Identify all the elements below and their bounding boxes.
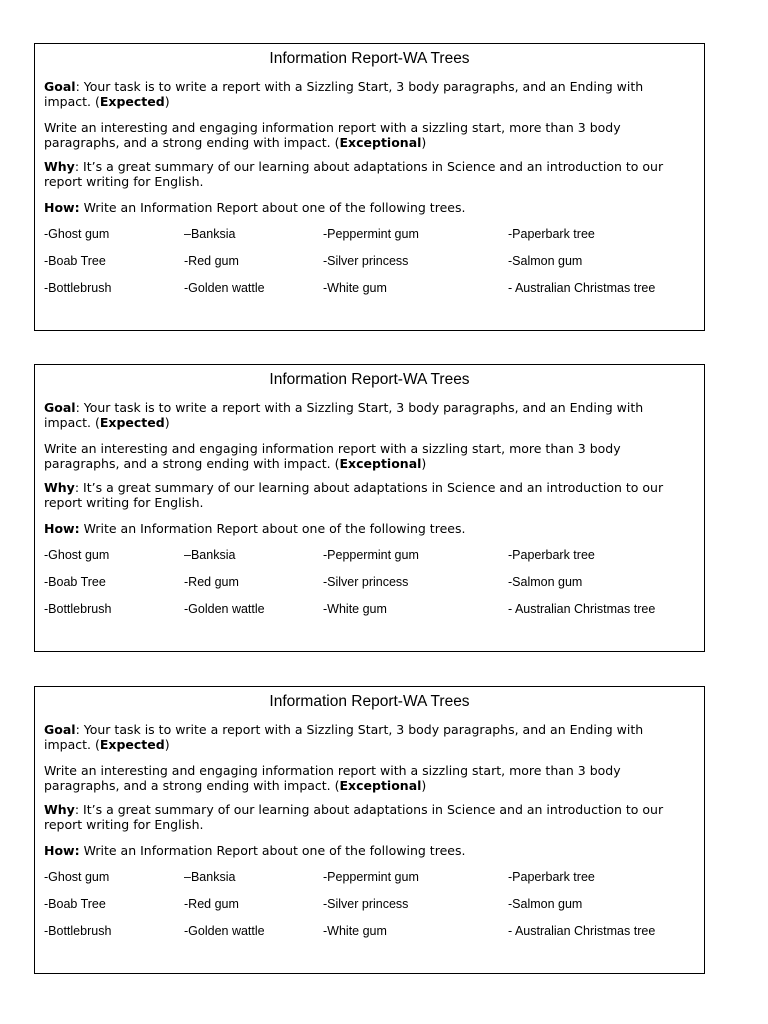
exceptional-paragraph: [44, 441, 692, 471]
tree-list: [44, 226, 694, 307]
tree-item: -Red gum: [184, 254, 239, 268]
goal-level: Expected: [99, 94, 165, 109]
tree-item: - Australian Christmas tree: [508, 924, 656, 938]
exceptional-paragraph: [44, 763, 692, 793]
why-paragraph: [44, 159, 692, 189]
why-label: Why: [44, 480, 75, 495]
tree-item: -Paperbark tree: [508, 870, 595, 884]
write-text: Write an interesting and engaging information report with a sizzling start, more than 3 body paragraphs, and a strong ending with impact. (: [44, 120, 621, 150]
tree-row: [44, 226, 694, 253]
tree-list: [44, 547, 694, 628]
assignment-card-2: [34, 364, 705, 652]
exceptional-paragraph: [44, 120, 692, 150]
how-paragraph: [44, 843, 692, 858]
tree-list: [44, 869, 694, 950]
tree-item: -Paperbark tree: [508, 548, 595, 562]
goal-text: : Your task is to write a report with a Sizzling Start, 3 body paragraphs, and an Ending with impact. (: [44, 79, 644, 109]
write-level: Exceptional: [339, 778, 422, 793]
tree-row: [44, 896, 694, 923]
why-paragraph: [44, 480, 692, 510]
goal-paragraph: [44, 79, 692, 109]
why-text: : It’s a great summary of our learning about adaptations in Science and an introduction to our report writing for English.: [44, 159, 664, 189]
tree-item: -Silver princess: [323, 897, 409, 911]
goal-paragraph: [44, 400, 692, 430]
write-close: ): [421, 135, 427, 150]
tree-item: -Golden wattle: [184, 924, 265, 938]
goal-text: : Your task is to write a report with a Sizzling Start, 3 body paragraphs, and an Ending with impact. (: [44, 400, 644, 430]
how-paragraph: [44, 521, 692, 536]
write-text: Write an interesting and engaging information report with a sizzling start, more than 3 body paragraphs, and a strong ending with impact. (: [44, 763, 621, 793]
tree-item: -Peppermint gum: [323, 548, 419, 562]
tree-item: -Bottlebrush: [44, 924, 112, 938]
tree-item: - Australian Christmas tree: [508, 281, 656, 295]
how-label: How:: [44, 521, 80, 536]
goal-label: Goal: [44, 722, 76, 737]
why-label: Why: [44, 802, 75, 817]
write-level: Exceptional: [339, 456, 422, 471]
goal-level: Expected: [99, 415, 165, 430]
card-title: Information Report-WA Trees: [269, 50, 470, 67]
tree-item: -Red gum: [184, 897, 239, 911]
tree-item: -Red gum: [184, 575, 239, 589]
tree-row: [44, 869, 694, 896]
tree-item: -Ghost gum: [44, 548, 110, 562]
tree-item: -Boab Tree: [44, 254, 106, 268]
assignment-card-1: [34, 43, 705, 331]
tree-item: –Banksia: [184, 870, 236, 884]
tree-item: -White gum: [323, 602, 387, 616]
tree-row: [44, 253, 694, 280]
tree-item: -Golden wattle: [184, 602, 265, 616]
tree-item: –Banksia: [184, 227, 236, 241]
how-text: Write an Information Report about one of the following trees.: [79, 521, 466, 536]
goal-label: Goal: [44, 400, 76, 415]
tree-item: -Salmon gum: [508, 575, 583, 589]
assignment-card-3: [34, 686, 705, 974]
goal-close: ): [164, 94, 170, 109]
why-paragraph: [44, 802, 692, 832]
tree-item: -Bottlebrush: [44, 602, 112, 616]
tree-row: [44, 601, 694, 628]
how-label: How:: [44, 843, 80, 858]
goal-text: : Your task is to write a report with a Sizzling Start, 3 body paragraphs, and an Ending with impact. (: [44, 722, 644, 752]
card-title: Information Report-WA Trees: [269, 371, 470, 388]
why-label: Why: [44, 159, 75, 174]
why-text: : It’s a great summary of our learning about adaptations in Science and an introduction to our report writing for English.: [44, 802, 664, 832]
goal-close: ): [164, 415, 170, 430]
tree-item: -Silver princess: [323, 254, 409, 268]
write-level: Exceptional: [339, 135, 422, 150]
goal-close: ): [164, 737, 170, 752]
card-title: Information Report-WA Trees: [269, 693, 470, 710]
tree-item: -Ghost gum: [44, 870, 110, 884]
how-text: Write an Information Report about one of the following trees.: [79, 843, 466, 858]
tree-item: -Golden wattle: [184, 281, 265, 295]
tree-item: -Ghost gum: [44, 227, 110, 241]
tree-item: -Boab Tree: [44, 897, 106, 911]
tree-row: [44, 547, 694, 574]
tree-item: -Bottlebrush: [44, 281, 112, 295]
tree-item: -Salmon gum: [508, 254, 583, 268]
tree-row: [44, 574, 694, 601]
tree-item: –Banksia: [184, 548, 236, 562]
tree-item: -Peppermint gum: [323, 870, 419, 884]
how-text: Write an Information Report about one of the following trees.: [79, 200, 466, 215]
tree-item: -White gum: [323, 281, 387, 295]
goal-label: Goal: [44, 79, 76, 94]
tree-item: -Salmon gum: [508, 897, 583, 911]
write-text: Write an interesting and engaging information report with a sizzling start, more than 3 body paragraphs, and a strong ending with impact. (: [44, 441, 621, 471]
why-text: : It’s a great summary of our learning about adaptations in Science and an introduction to our report writing for English.: [44, 480, 664, 510]
tree-item: -Peppermint gum: [323, 227, 419, 241]
tree-row: [44, 923, 694, 950]
goal-paragraph: [44, 722, 692, 752]
tree-item: - Australian Christmas tree: [508, 602, 656, 616]
write-close: ): [421, 778, 427, 793]
write-close: ): [421, 456, 427, 471]
tree-item: -White gum: [323, 924, 387, 938]
goal-level: Expected: [99, 737, 165, 752]
tree-item: -Silver princess: [323, 575, 409, 589]
how-paragraph: [44, 200, 692, 215]
tree-item: -Boab Tree: [44, 575, 106, 589]
tree-item: -Paperbark tree: [508, 227, 595, 241]
how-label: How:: [44, 200, 80, 215]
tree-row: [44, 280, 694, 307]
